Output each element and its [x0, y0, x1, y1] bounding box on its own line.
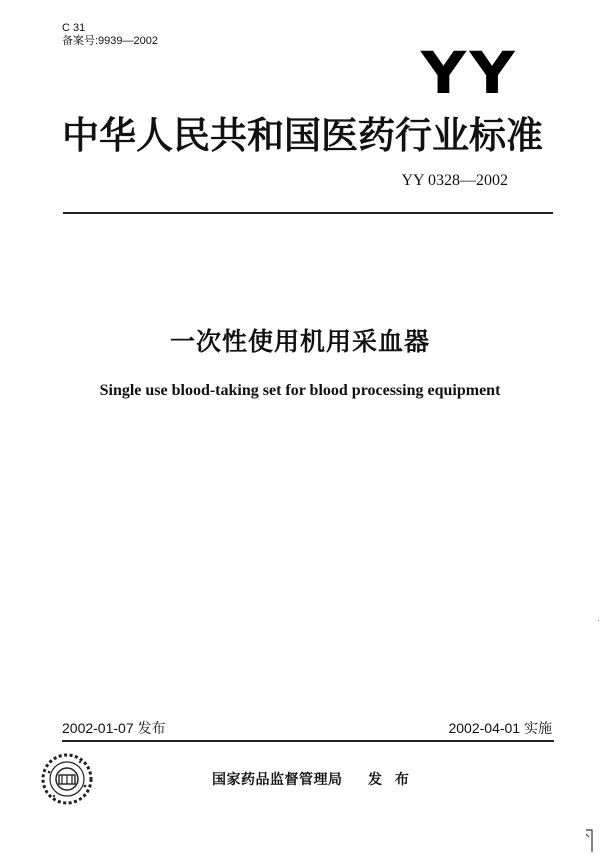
standard-type-heading: 中华人民共和国医药行业标准: [62, 114, 543, 157]
document-title-english: Single use blood-taking set for blood processing equipment: [99, 382, 501, 399]
footer-divider: [62, 740, 554, 742]
header-divider: [63, 212, 553, 214]
document-title-chinese: 一次性使用机用采血器: [169, 327, 430, 356]
issuer-action: 发 布: [368, 772, 413, 788]
issuer-name: 国家药品监督管理局: [212, 772, 343, 788]
scan-speck: [598, 620, 599, 621]
issue-date: 2002-01-07 发布: [62, 720, 166, 736]
effective-date: 2002-04-01 实施: [448, 720, 552, 736]
classification-code: C 31: [62, 22, 86, 34]
scan-edge-mark: [583, 828, 595, 854]
yy-logo: YY: [420, 39, 518, 107]
issuer-seal-icon: [40, 752, 94, 806]
filing-number: 备案号:9939—2002: [62, 35, 158, 47]
standard-number: YY 0328—2002: [401, 172, 508, 189]
